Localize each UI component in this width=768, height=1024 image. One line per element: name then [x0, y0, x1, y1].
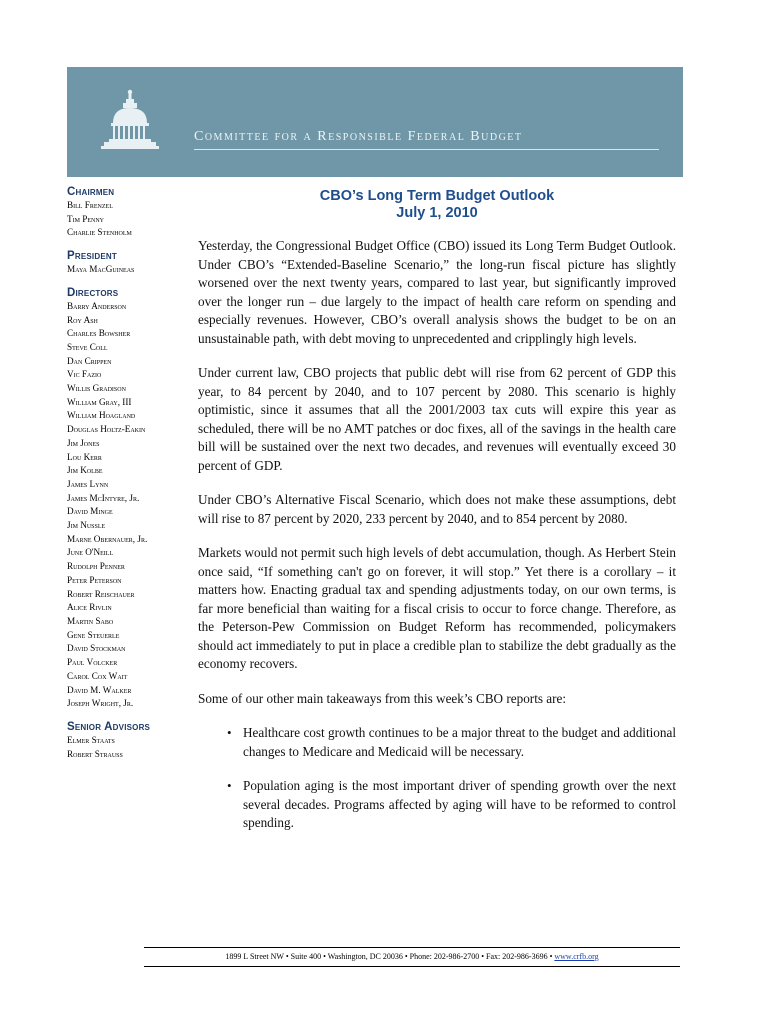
president-group	[67, 249, 192, 277]
director-name: Paul Volcker	[67, 657, 118, 668]
director-name: Charles Bowsher	[67, 328, 131, 339]
body-paragraph: Markets would not permit such high levels of debt accumulation, though. As Herbert Stein once said, “If something can't go on forever, it will stop.” Yet there is a corollary – it matters how. Enacting gradual tax and spending adjustments today, on our own terms, is far more beneficial than waiting for a fiscal crisis to occur to force change. Therefore, as the Peterson-Pew Commission on Budget Reform has recommended, policymakers should act immediately to put in place a credible plan to stabilize the debt gradually as the economy recovers.	[198, 545, 676, 671]
letterhead-banner	[67, 67, 683, 177]
senior-advisors-heading: Senior Advisors	[67, 720, 151, 733]
body-paragraph: Under CBO’s Alternative Fiscal Scenario, which does not make these assumptions, debt will rise to 87 percent by 2020, 233 percent by 2040, and to 854 percent by 2080.	[198, 492, 676, 526]
footer-rule-bottom	[144, 966, 680, 967]
directors-heading: Directors	[67, 286, 119, 299]
president-name: Maya MacGuineas	[67, 264, 135, 275]
chairman-name: Tim Penny	[67, 213, 105, 224]
president-heading: President	[67, 250, 117, 263]
website-link[interactable]: www.crfb.org	[554, 952, 599, 961]
footer-contact	[144, 952, 680, 961]
director-name: Lou Kerr	[67, 451, 102, 462]
director-name: Vic Fazio	[67, 369, 102, 380]
director-name: William Gray, III	[67, 396, 132, 407]
director-name: Steve Coll	[67, 341, 108, 352]
footer-rule-top	[144, 947, 680, 948]
director-name: William Hoagland	[67, 410, 136, 421]
director-name: Douglas Holtz-Eakin	[67, 424, 146, 435]
document-date: July 1, 2010	[396, 205, 478, 221]
senior-advisors-group	[67, 720, 192, 761]
capitol-dome-icon	[101, 89, 159, 159]
document-body	[198, 188, 676, 849]
director-name: David Stockman	[67, 643, 126, 654]
director-name: Willis Gradison	[67, 383, 126, 394]
body-paragraph: Yesterday, the Congressional Budget Office (CBO) issued its Long Term Budget Outlook. Under CBO’s “Extended-Baseline Scenario,” the long-run fiscal picture has slightly worsened over the next twenty years, compared to last year, but significantly improved over the longer run – due largely to the impact of health care reform on spending and especially revenues. However, CBO’s overall analysis shows the budget to be on an unsustainable path, with debt moving to unprecedented and cripplingly high levels.	[198, 238, 676, 346]
document-title: CBO’s Long Term Budget Outlook	[319, 188, 555, 204]
list-item	[198, 724, 676, 761]
footer-address: 1899 L Street NW • Suite 400 • Washington, DC 20036 • Phone: 202-986-2700 • Fax: 202-986-3696 •	[225, 952, 555, 961]
body-paragraph: Under current law, CBO projects that public debt will rise from 62 percent of GDP this year, to 84 percent by 2040, and to 107 percent by 2080. This scenario is highly optimistic, since it assumes that all the 2001/2003 tax cuts will expire this year as scheduled, there will be no AMT patches or doc fixes, all of the savings in the health care bill will be sustained over the next two decades, and revenues will eventually exceed 30 percent of GDP.	[198, 365, 676, 473]
director-name: James McIntyre, Jr.	[67, 492, 140, 503]
director-name: Rudolph Penner	[67, 561, 125, 572]
director-name: Jim Jones	[67, 437, 100, 448]
takeaways-list	[198, 724, 676, 833]
list-item-text: Population aging is the most important driver of spending growth over the next several decades. Programs affected by aging will have to be reformed to control spending.	[243, 778, 676, 830]
director-name: Barry Anderson	[67, 300, 127, 311]
chairman-name: Bill Frenzel	[67, 200, 113, 210]
banner-divider	[194, 149, 659, 150]
director-name: Martin Sabo	[67, 615, 114, 626]
director-name: Jim Kolbe	[67, 465, 103, 476]
director-name: Gene Steuerle	[67, 629, 120, 640]
chairman-name: Charlie Stenholm	[67, 227, 132, 238]
director-name: Carol Cox Wait	[67, 670, 128, 681]
bullet-icon: •	[227, 725, 232, 740]
organization-name: Committee for a Responsible Federal Budget	[194, 129, 523, 144]
director-name: June O'Neill	[67, 547, 114, 558]
director-name: Marne Obernauer, Jr.	[67, 533, 148, 544]
chairmen-group	[67, 185, 192, 240]
director-name: Joseph Wright, Jr.	[67, 698, 134, 709]
director-name: Alice Rivlin	[67, 602, 112, 613]
director-name: Dan Crippen	[67, 355, 112, 366]
director-name: Jim Nussle	[67, 520, 106, 531]
list-item-text: Healthcare cost growth continues to be a major threat to the budget and additional changes to Medicare and Medicaid will be necessary.	[243, 725, 676, 759]
director-name: Robert Reischauer	[67, 588, 135, 599]
chairmen-heading: Chairmen	[67, 186, 115, 198]
director-name: David Minge	[67, 506, 113, 517]
bullet-icon: •	[227, 778, 232, 793]
directors-group	[67, 286, 192, 711]
body-paragraph: Some of our other main takeaways from this week’s CBO reports are:	[198, 690, 567, 706]
director-name: David M. Walker	[67, 684, 132, 695]
director-name: James Lynn	[67, 478, 109, 489]
senior-advisor-name: Robert Strauss	[67, 748, 123, 759]
list-item	[198, 777, 676, 833]
senior-advisor-name: Elmer Staats	[67, 734, 115, 745]
director-name: Peter Peterson	[67, 574, 122, 585]
board-sidebar	[67, 185, 192, 770]
director-name: Roy Ash	[67, 314, 98, 325]
